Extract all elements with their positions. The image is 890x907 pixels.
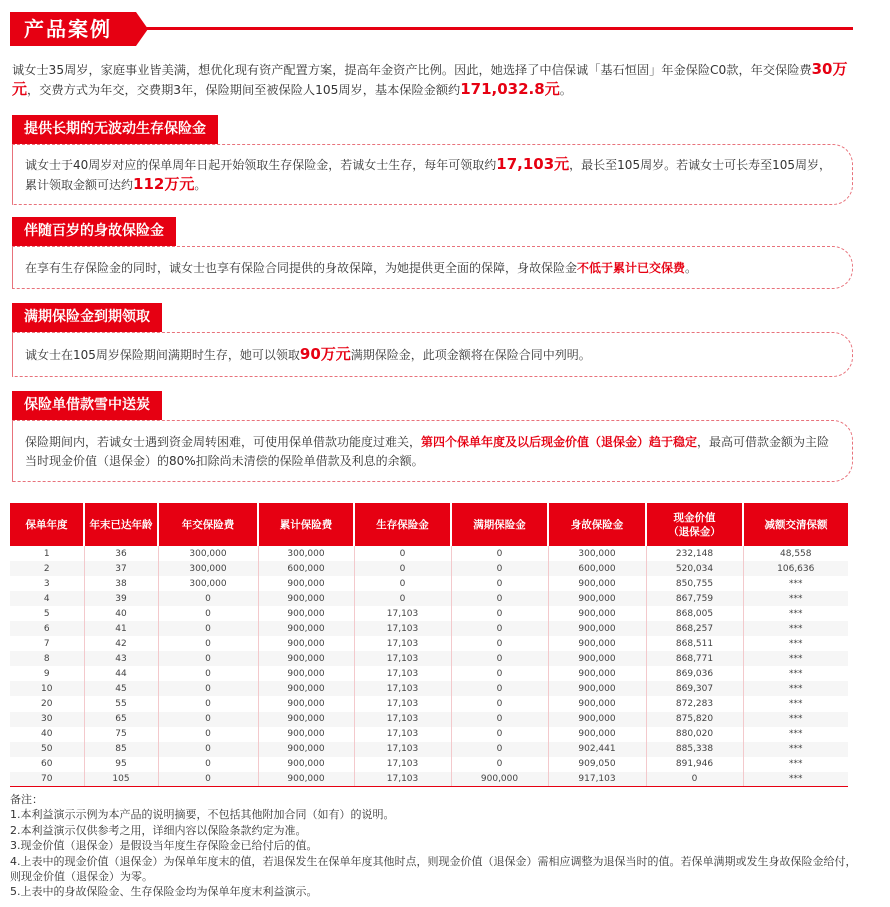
table-cell: 900,000 [548, 712, 646, 727]
table-cell: 900,000 [548, 621, 646, 636]
section-body [12, 246, 853, 289]
intro-sum-assured: 171,032.8元 [460, 80, 560, 98]
table-cell: 50 [10, 742, 84, 757]
table-cell: 867,759 [646, 591, 743, 606]
column-header: 满期保险金 [451, 503, 548, 546]
table-cell: 5 [10, 606, 84, 621]
table-cell: 60 [10, 757, 84, 772]
table-cell: 0 [158, 772, 258, 787]
table-cell: 300,000 [548, 546, 646, 561]
page-title: 产品案例 [10, 12, 136, 46]
table-cell: 0 [158, 727, 258, 742]
benefit-table [10, 503, 848, 787]
table-cell: 17,103 [354, 727, 451, 742]
table-cell: 0 [451, 696, 548, 711]
table-row [10, 636, 848, 651]
table-cell: 7 [10, 636, 84, 651]
table-cell: 0 [451, 651, 548, 666]
table-cell: 909,050 [548, 757, 646, 772]
table-cell: *** [743, 576, 848, 591]
table-cell: 9 [10, 666, 84, 681]
table-row [10, 591, 848, 606]
table-cell: *** [743, 772, 848, 787]
table-cell: 44 [84, 666, 158, 681]
section-title: 提供长期的无波动生存保险金 [12, 115, 218, 144]
table-cell: 17,103 [354, 606, 451, 621]
table-cell: 885,338 [646, 742, 743, 757]
table-cell: 875,820 [646, 712, 743, 727]
table-cell: 520,034 [646, 561, 743, 576]
table-cell: 3 [10, 576, 84, 591]
table-cell: *** [743, 651, 848, 666]
table-cell: 900,000 [548, 636, 646, 651]
table-cell: 105 [84, 772, 158, 787]
section-title: 满期保险金到期领取 [12, 303, 162, 332]
table-cell: 65 [84, 712, 158, 727]
table-cell: 55 [84, 696, 158, 711]
table-cell: 45 [84, 681, 158, 696]
section-maturity-benefit [12, 303, 853, 381]
table-cell: 0 [158, 636, 258, 651]
cash-value-highlight: 第四个保单年度及以后现金价值（退保金）趋于稳定 [421, 435, 698, 449]
table-row [10, 606, 848, 621]
table-cell: 70 [10, 772, 84, 787]
table-cell: 0 [451, 621, 548, 636]
table-cell: 300,000 [158, 576, 258, 591]
table-cell: 872,283 [646, 696, 743, 711]
note-item: 5.上表中的身故保险金、生存保险金均为保单年度末利益演示。 [10, 885, 318, 899]
table-cell: 0 [451, 636, 548, 651]
table-row [10, 576, 848, 591]
table-cell: 0 [158, 591, 258, 606]
table-cell: 300,000 [158, 561, 258, 576]
note-item: 3.现金价值（退保金）是假设当年度生存保险金已给付后的值。 [10, 839, 318, 853]
section-body [12, 332, 853, 377]
total-benefit-highlight: 112万元 [133, 175, 195, 193]
table-cell: 17,103 [354, 681, 451, 696]
table-cell: 0 [158, 757, 258, 772]
section-text: ，最高可借款金额为主险当时现金价值（退保金）的80%扣除尚未清偿的保险单借款及利息的余额。 [25, 435, 830, 468]
section-text: 诚女士在105周岁保险期间满期时生存，她可以领取 [25, 348, 300, 362]
table-cell: 900,000 [258, 757, 354, 772]
table-cell: 900,000 [258, 636, 354, 651]
table-cell: 85 [84, 742, 158, 757]
table-cell: 900,000 [258, 591, 354, 606]
table-cell: *** [743, 666, 848, 681]
table-cell: 0 [158, 651, 258, 666]
table-cell: 17,103 [354, 651, 451, 666]
column-header: 保单年度 [10, 503, 84, 546]
section-text: ，最长至105周岁。若诚女士可长寿至105周岁，累计领取金额可达约 [25, 158, 831, 192]
table-cell: 0 [451, 576, 548, 591]
table-cell: 0 [451, 757, 548, 772]
table-cell: *** [743, 742, 848, 757]
table-cell: 900,000 [548, 606, 646, 621]
table-cell: 900,000 [258, 576, 354, 591]
table-cell: *** [743, 727, 848, 742]
table-cell: 868,005 [646, 606, 743, 621]
table-cell: 41 [84, 621, 158, 636]
table-cell: *** [743, 621, 848, 636]
table-cell: *** [743, 606, 848, 621]
table-cell: 17,103 [354, 757, 451, 772]
table-cell: 900,000 [548, 727, 646, 742]
table-cell: 0 [451, 681, 548, 696]
table-cell: 900,000 [548, 666, 646, 681]
table-cell: 30 [10, 712, 84, 727]
table-cell: 2 [10, 561, 84, 576]
table-row [10, 681, 848, 696]
table-cell: 1 [10, 546, 84, 561]
table-cell: 8 [10, 651, 84, 666]
table-cell: 0 [158, 621, 258, 636]
table-cell: 900,000 [258, 666, 354, 681]
annual-benefit-highlight: 17,103元 [496, 155, 570, 173]
table-cell: 17,103 [354, 712, 451, 727]
table-body [10, 546, 848, 787]
maturity-benefit-highlight: 90万元 [299, 345, 351, 363]
table-cell: *** [743, 757, 848, 772]
table-cell: 0 [158, 696, 258, 711]
table-cell: 900,000 [548, 651, 646, 666]
table-cell: 900,000 [258, 651, 354, 666]
table-cell: 38 [84, 576, 158, 591]
table-cell: 75 [84, 727, 158, 742]
table-cell: 17,103 [354, 636, 451, 651]
table-cell: 48,558 [743, 546, 848, 561]
table-cell: 900,000 [548, 681, 646, 696]
table-cell: 0 [451, 591, 548, 606]
section-text: 在享有生存保险金的同时，诚女士也享有保险合同提供的身故保障，为她提供更全面的保障，身故保险金 [25, 261, 578, 275]
table-cell: 891,946 [646, 757, 743, 772]
table-cell: 0 [354, 546, 451, 561]
table-cell: 0 [158, 742, 258, 757]
section-text: 满期保险金，此项金额将在保险合同中列明。 [350, 348, 591, 362]
section-text: 。 [685, 261, 698, 275]
table-cell: 0 [451, 561, 548, 576]
column-header: 身故保险金 [548, 503, 646, 546]
table-cell: 600,000 [548, 561, 646, 576]
section-death-benefit [12, 217, 853, 293]
intro-premium: 30万元 [12, 60, 848, 98]
table-cell: 869,307 [646, 681, 743, 696]
table-row [10, 546, 848, 561]
page-title-bar [10, 12, 853, 46]
table-row [10, 757, 848, 772]
intro-text-1: 诚女士35周岁，家庭事业皆美满，想优化现有资产配置方案，提高年金资产比例。因此，她选择了中信保诚「基石恒固」年金保险C0款，年交保险费 [12, 63, 812, 77]
table-row [10, 666, 848, 681]
note-item: 2.本利益演示仅供参考之用，详细内容以保险条款约定为准。 [10, 823, 307, 837]
table-row [10, 696, 848, 711]
table-cell: *** [743, 636, 848, 651]
table-cell: 900,000 [258, 712, 354, 727]
table-row [10, 742, 848, 757]
table-cell: 17,103 [354, 666, 451, 681]
table-cell: 0 [451, 712, 548, 727]
table-cell: 0 [158, 606, 258, 621]
table-cell: 868,771 [646, 651, 743, 666]
table-cell: *** [743, 591, 848, 606]
table-cell: 232,148 [646, 546, 743, 561]
table-cell: 900,000 [258, 681, 354, 696]
note-item: 4.上表中的现金价值（退保金）为保单年度末的值，若退保发生在保单年度其他时点，则现金价值（退保金）需相应调整为退保当时的值。若保单满期或发生身故保险金给付，则现金价值（退保金）为零。 [10, 854, 857, 884]
intro-text-2: ，交费方式为年交，交费期3年，保险期间至被保险人105周岁，基本保险金额约 [27, 83, 461, 97]
table-row [10, 651, 848, 666]
table-cell: 880,020 [646, 727, 743, 742]
table-cell: 0 [354, 591, 451, 606]
column-header: 年末已达年龄 [84, 503, 158, 546]
table-cell: 17,103 [354, 772, 451, 787]
column-header: 生存保险金 [354, 503, 451, 546]
table-cell: 300,000 [258, 546, 354, 561]
table-row [10, 772, 848, 787]
table-cell: 868,511 [646, 636, 743, 651]
section-text: 。 [194, 178, 207, 192]
intro-text-3: 。 [559, 83, 572, 97]
column-header: 减额交清保额 [743, 503, 848, 546]
table-cell: 900,000 [258, 696, 354, 711]
table-cell: 0 [451, 727, 548, 742]
table-cell: 36 [84, 546, 158, 561]
table-cell: 40 [10, 727, 84, 742]
table-header-row [10, 503, 848, 546]
table-cell: 0 [354, 576, 451, 591]
table-cell: 900,000 [258, 772, 354, 787]
notes [10, 792, 860, 900]
intro-paragraph [12, 60, 852, 100]
table-cell: 0 [451, 666, 548, 681]
section-survival-benefit [12, 115, 853, 207]
table-cell: 0 [646, 772, 743, 787]
table-cell: 900,000 [548, 696, 646, 711]
table-cell: 900,000 [451, 772, 548, 787]
section-title: 伴随百岁的身故保险金 [12, 217, 176, 246]
table-cell: 0 [451, 546, 548, 561]
table-cell: 600,000 [258, 561, 354, 576]
table-cell: 40 [84, 606, 158, 621]
section-body [12, 144, 853, 205]
section-body [12, 420, 853, 482]
section-text: 保险期间内，若诚女士遇到资金周转困难，可使用保单借款功能度过难关， [25, 435, 422, 449]
table-cell: 902,441 [548, 742, 646, 757]
table-cell: 95 [84, 757, 158, 772]
table-cell: 37 [84, 561, 158, 576]
table-cell: 0 [451, 742, 548, 757]
table-cell: 20 [10, 696, 84, 711]
table-cell: 43 [84, 651, 158, 666]
table-cell: *** [743, 712, 848, 727]
table-cell: 39 [84, 591, 158, 606]
table-cell: 17,103 [354, 696, 451, 711]
section-text: 诚女士于40周岁对应的保单周年日起开始领取生存保险金，若诚女士生存，每年可领取约 [25, 158, 497, 172]
table-cell: 17,103 [354, 621, 451, 636]
table-cell: 0 [451, 606, 548, 621]
death-benefit-highlight: 不低于累计已交保费 [577, 261, 686, 275]
note-item: 1.本利益演示示例为本产品的说明摘要，不包括其他附加合同（如有）的说明。 [10, 808, 395, 822]
section-title: 保险单借款雪中送炭 [12, 391, 162, 420]
title-divider [136, 27, 853, 30]
table-cell: 300,000 [158, 546, 258, 561]
table-cell: 0 [158, 712, 258, 727]
column-header: 现金价值 （退保金） [646, 503, 743, 546]
table-row [10, 561, 848, 576]
table-cell: 0 [354, 561, 451, 576]
table-cell: 42 [84, 636, 158, 651]
table-cell: 900,000 [258, 727, 354, 742]
table-cell: 900,000 [548, 576, 646, 591]
column-header: 年交保险费 [158, 503, 258, 546]
table-cell: 106,636 [743, 561, 848, 576]
table-cell: 0 [158, 681, 258, 696]
table-cell: 4 [10, 591, 84, 606]
table-cell: *** [743, 681, 848, 696]
column-header: 累计保险费 [258, 503, 354, 546]
table-cell: 900,000 [258, 606, 354, 621]
table-row [10, 727, 848, 742]
table-row [10, 712, 848, 727]
table-cell: 868,257 [646, 621, 743, 636]
table-cell: 850,755 [646, 576, 743, 591]
table-cell: 0 [158, 666, 258, 681]
table-cell: 6 [10, 621, 84, 636]
table-cell: 900,000 [258, 742, 354, 757]
table-cell: 900,000 [258, 621, 354, 636]
table-row [10, 621, 848, 636]
table-cell: 10 [10, 681, 84, 696]
section-policy-loan [12, 391, 853, 483]
table-cell: 17,103 [354, 742, 451, 757]
table-cell: 900,000 [548, 591, 646, 606]
notes-title: 备注： [10, 793, 43, 806]
table-cell: 917,103 [548, 772, 646, 787]
table-cell: *** [743, 696, 848, 711]
table-cell: 869,036 [646, 666, 743, 681]
